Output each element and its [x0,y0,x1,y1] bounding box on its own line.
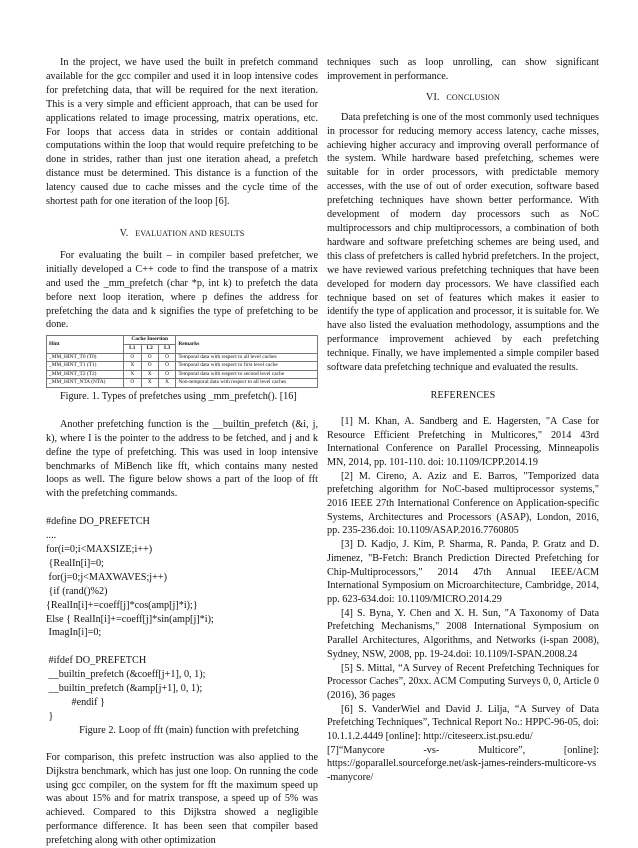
code-line [46,640,318,654]
paragraph-conclusion: Data prefetching is one of the most commonly used techniques in processor for reducing memory access latency, cache misses, achieving higher accuracy and improving overall performance of the system. While hardware based prefetching, schemes were suitable for in order processors, with predictable memory accesses, with the use of out of order execution, software based prefetching techniques have shown better performance. With development of modern day processors such as NoC multiprocessors and chip multiprocessors, a combination of both hardware and software prefetching schemes are being used, and this class of prefetchers is called hybrid prefetchers. In the project, we have reviewed various prefetching techniques that have been developed for modern day processors. We have classified each technique based on set of features which makes it easier to identify the type of application and processor, it is suitable for. We have also listed the evaluation methodology, assumptions and the performance improvement achieved by each prefetching technique. Finally, we have implemented a simple compiler based software data prefetching technique and evaluated the results. [327,111,599,374]
code-line: __builtin_prefetch (&coeff[j+1], 0, 1); [46,669,206,681]
left-column [46,56,318,848]
table-cell-l3: X [158,379,175,388]
table-cell-remark: Temporal data with respect to first level cache [176,362,318,371]
code-line: } [46,710,54,722]
reference-7-label: [7]“Manycore [327,744,385,756]
reference-7-online: [online]: [563,744,599,756]
table-header-l3: L3 [158,344,175,353]
references-heading: REFERENCES [430,389,496,401]
table-cell-l1: O [124,353,141,362]
table-header-hint: Hint [47,336,124,353]
reference-item [327,744,599,785]
table-cell-hint: _MM_HINT_T0 (T0) [47,353,124,362]
table-row [47,370,318,379]
table-header-remarks: Remarks [176,336,318,353]
table-cell-l2: X [141,370,158,379]
table-cell-l2: O [141,362,158,371]
paragraph-builtin-prefetch: Another prefetching function is the __builtin_prefetch (&i, j, k), where I is the pointer to the address to be fetched, and j and k define the type of prefetching. This was used in loop intensive benchmarks of MiBench like fft, which contains many nested loops as well. The figure below shows a part of the loop of fft with the prefetching commands. [46,418,318,500]
table-cell-l3: O [158,353,175,362]
reference-item: [5] S. Mittal, “A Survey of Recent Prefetching Techniques for Processor Caches”, 20xx. ACM Computing Surveys 0, 0, Article 0 (2016), 36 pages [327,662,599,701]
table-cell-l3: O [158,370,175,379]
table-row [47,353,318,362]
reference-7-url[interactable]: https://goparallel.sourceforge.net/ask-james-reinders-multicore-vs-manycore/ [327,758,597,784]
code-line: {if (rand()%2) [46,585,108,597]
section-number: V. [119,227,129,239]
table-row [47,379,318,388]
table-cell-l1: X [124,370,141,379]
table-row [47,362,318,371]
reference-7-vs: -vs- [423,744,440,756]
code-line: __builtin_prefetch (&amp[j+1], 0, 1); [46,683,203,695]
reference-item: [4] S. Byna, Y. Chen and X. H. Sun, "A Taxonomy of Data Prefetching Mechanisms," 2008 International Symposium on Parallel Architectures, Algorithms, and Networks (i-span 2008), Sydney, NSW, 2008, pp. 19-24.doi: 10.1109/I-SPAN.2008.24 [327,607,599,660]
code-line: #ifdef DO_PREFETCH [46,655,147,667]
code-line: for(i=0;i<MAXSIZE;i++) [46,544,153,556]
reference-7-multicore: Multicore”, [477,744,526,756]
figure-2-caption: Figure 2. Loop of fft (main) function with prefetching [79,724,299,736]
section-title: EVALUATION AND RESULTS [135,228,245,238]
table-cell-l3: O [158,362,175,371]
code-line: #define DO_PREFETCH [46,516,150,528]
code-line: #endif } [46,696,105,708]
table-header-l2: L2 [141,344,158,353]
reference-item: [6] S. VanderWiel and David J. Lilja, “A Survey of Data Prefetching Techniques”, Technical Report No.: HPPC-96-05, doi: 10.1.1.2.4449 [online]: http://citeseerx.ist.psu.edu/ [327,703,599,743]
code-line: {RealIn[i]+=coeff[j]*cos(amp[j]*i);} [46,599,198,611]
table-header-cache: Cache Insertion [124,336,176,345]
table-cell-l1: O [124,379,141,388]
table-cell-hint: _MM_HINT_NTA (NTA) [47,379,124,388]
figure-1-caption: Figure. 1. Types of prefetches using _mm_prefetch(). [16] [60,390,297,402]
table-cell-remark: Temporal data with respect to second level cache [176,370,318,379]
table-cell-remark: Non-temporal data with respect to all level caches [176,379,318,388]
section-number: VI. [426,91,440,103]
paragraph-evaluation: For evaluating the built – in compiler based prefetcher, we initially developed a C++ code to find the transpose of a matrix and used the _mm_prefetch (char *p, int k) to prefetch the data before next loop iteration, where p defines the address for prefetching the data and k signifies the type of prefetching to be done. [46,249,318,331]
table-header-l1: L1 [124,344,141,353]
section-title: CONCLUSION [446,92,500,102]
table-cell-l2: X [141,379,158,388]
table-cell-l2: O [141,353,158,362]
reference-7-first-line [327,744,599,758]
table-cell-hint: _MM_HINT_T1 (T1) [47,362,124,371]
reference-list [327,415,599,785]
table-cell-hint: _MM_HINT_T2 (T2) [47,370,124,379]
paragraph-comparison: For comparison, this prefetc instruction was also applied to the Dijkstra benchmark, which has just one loop. On running the code using gcc compiler, on the system for fft the maximum speed up was about 15% and for matrix transpose, a speed up of 5% was achieved. Compared to this Dijkstra showed a negligible performance difference. It has been seen that compiler based prefetching along with other optimization [46,751,318,847]
paragraph-prefetch-intro: In the project, we have used the built in prefetch command available for the gcc compiler and used it in loop intensive codes for prefetching data, that will be required for the next iteration. This is a very simple and efficient approach, that can be used for applications related to image processing, matrix operations, etc. For loops that access data in strides or contain additional computations within the loop that would require prefetching to be done in strides, rather than just one iteration ahead, a prefetch distance must be determined. This distance is a function of the latency caused due to cache misses and the cycle time of the shortest path for one iteration of the loop [6]. [46,57,318,208]
section-heading-conclusion [327,91,599,105]
table-cell-remark: Temporal data with respect to all level caches [176,353,318,362]
code-line: for(j=0;j<MAXWAVES;j++) [46,571,167,583]
code-line: .... [46,530,57,542]
right-column [327,56,599,785]
table-cell-l1: X [124,362,141,371]
code-line: Else { RealIn[i]+=coeff[j]*sin(amp[j]*i); [46,613,214,625]
code-line: ImagIn[i]=0; [46,627,102,639]
reference-item: [1] M. Khan, A. Sandberg and E. Hagersten, "A Case for Resource Efficient Prefetching in Multicores," 2014 43rd International Conference on Parallel Processing, Minneapolis MN, 2014, pp. 101-110. doi: 10.1109/ICPP.2014.19 [327,415,599,468]
reference-item: [2] M. Cireno, A. Aziz and E. Barros, "Temporized data prefetching algorithm for NoC-based multiprocessor systems," 2016 IEEE 27th International Conference on Application-specific Systems, Architectures and Processors (ASAP), London, 2016, pp. 235-236.doi: 10.1109/ASAP.2016.7760805 [327,470,599,537]
section-heading-evaluation [46,227,318,241]
paragraph-continued: techniques such as loop unrolling, can show significant improvement in performance. [327,57,599,82]
reference-item: [3] D. Kadjo, J. Kim, P. Sharma, R. Panda, P. Gratz and D. Jimenez, "B-Fetch: Branch Prediction Directed Prefetching for Chip-Multiprocessors," 2014 47th Annual IEEE/ACM International Symposium on Microarchitecture, Cambridge, 2014, pp. 623-634.doi: 10.1109/MICRO.2014.29 [327,539,599,605]
code-listing [46,515,318,724]
code-line: {RealIn[i]=0; [46,557,104,569]
prefetch-hint-table [46,335,318,388]
